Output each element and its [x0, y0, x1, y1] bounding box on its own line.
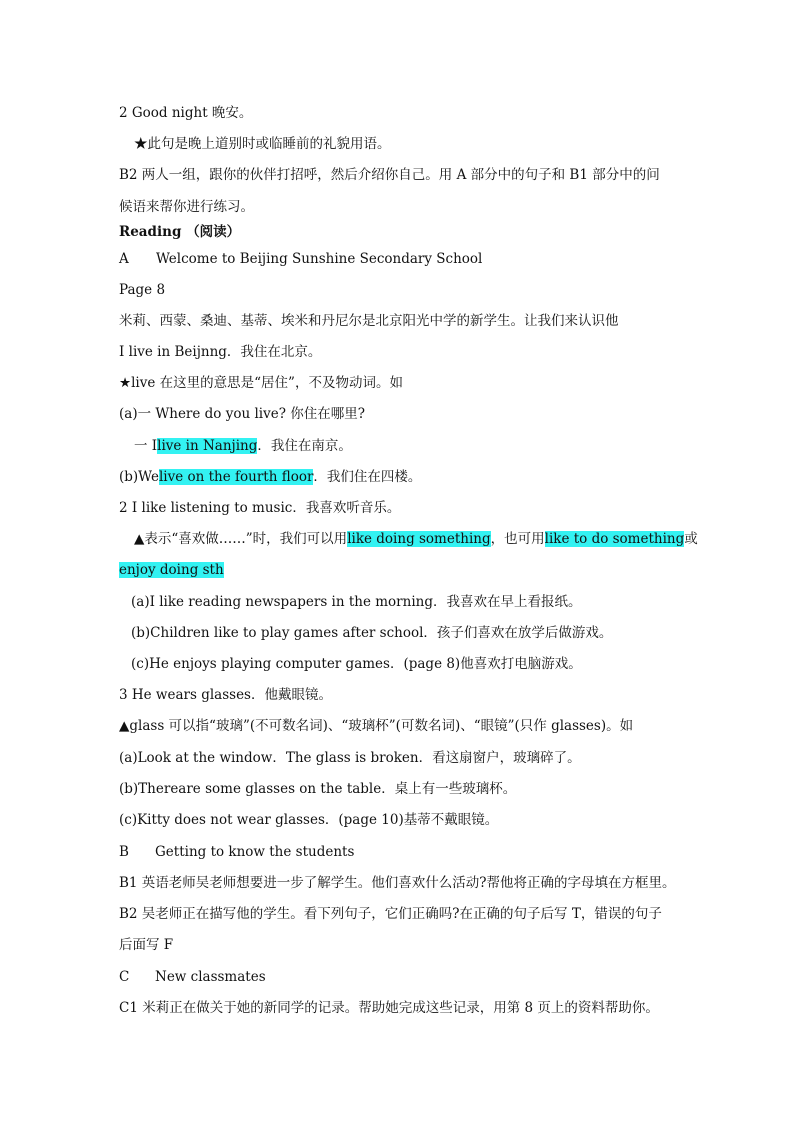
- text-line: 后面写 F: [119, 937, 174, 953]
- page-ref: Page 8: [119, 282, 166, 298]
- text-line: 2 I like listening to music．我喜欢听音乐。: [119, 500, 401, 516]
- text-line: (c)Kitty does not wear glasses．(page 10)基蒂不戴眼镜。: [119, 812, 499, 828]
- text-line: B2 吴老师正在描写他的学生。看下列句子，它们正确吗?在正确的句子后写 T，错误的句子: [119, 906, 662, 922]
- text-line: 候语来帮你进行练习。: [119, 199, 254, 215]
- section-title-a: [119, 250, 482, 268]
- highlight-text: like doing something: [347, 531, 491, 547]
- text-line: 3 He wears glasses．他戴眼镜。: [119, 687, 332, 703]
- text-run: 一 I: [134, 438, 158, 454]
- text-line: B2 两人一组，跟你的伙伴打招呼，然后介绍你自己。用 A 部分中的句子和 B1 部分中的问: [119, 167, 660, 183]
- highlight-text: live in Nanjing: [157, 438, 258, 454]
- text-line: (b)Thereare some glasses on the table．桌上有一些玻璃杯。: [119, 781, 517, 797]
- text-line: ★live 在这里的意思是“居住”，不及物动词。如: [119, 375, 403, 391]
- text-line: (a)一 Where do you live? 你住在哪里?: [119, 406, 365, 422]
- text-line: C1 米莉正在做关于她的新同学的记录。帮助她完成这些记录，用第 8 页上的资料帮助你。: [119, 1000, 659, 1016]
- text-run: ▲表示“喜欢做……”时，我们可以用: [134, 531, 348, 547]
- section-title-c: [119, 968, 266, 986]
- section-letter: B: [119, 844, 129, 860]
- section-title-text: Welcome to Beijing Sunshine Secondary School: [156, 251, 483, 267]
- text-run: (b)We: [119, 469, 159, 485]
- text-line: [134, 437, 352, 455]
- text-line: 米莉、西蒙、桑迪、基蒂、埃米和丹尼尔是北京阳光中学的新学生。让我们来认识他: [119, 313, 619, 329]
- section-title-b: [119, 843, 354, 861]
- text-line: ▲glass 可以指“玻璃”(不可数名词)、“玻璃杯”(可数名词)、“眼镜”(只作 glasses)。如: [119, 718, 634, 734]
- text-line: (b)Children like to play games after school．孩子们喜欢在放学后做游戏。: [131, 625, 613, 641]
- text-line: B1 英语老师吴老师想要进一步了解学生。他们喜欢什么活动?帮他将正确的字母填在方框里。: [119, 875, 676, 891]
- section-letter: A: [119, 251, 129, 267]
- section-title-text: Getting to know the students: [155, 844, 355, 860]
- text-run: ．我住在南京。: [257, 438, 352, 454]
- section-title-text: New classmates: [155, 969, 266, 985]
- text-line: (c)He enjoys playing computer games．(page 8)他喜欢打电脑游戏。: [131, 656, 582, 672]
- section-heading-reading: Reading （阅读）: [119, 224, 241, 240]
- highlight-text: enjoy doing sth: [119, 562, 224, 578]
- text-line: 2 Good night 晚安。: [119, 105, 253, 121]
- text-line: (a)Look at the window．The glass is broken．看这扇窗户，玻璃碎了。: [119, 750, 581, 766]
- text-line: (a)I like reading newspapers in the morning．我喜欢在早上看报纸。: [131, 594, 582, 610]
- highlight-text: live on the fourth floor: [158, 469, 314, 485]
- highlight-text: like to do something: [544, 531, 685, 547]
- text-line: [119, 561, 224, 579]
- text-line: ★此句是晚上道别时或临睡前的礼貌用语。: [134, 136, 391, 152]
- text-line: [119, 468, 421, 486]
- text-run: ，也可用: [490, 531, 545, 547]
- text-run: 或: [684, 531, 698, 547]
- text-line: I live in Beijnng．我住在北京。: [119, 344, 322, 360]
- text-line: [134, 530, 698, 548]
- section-letter: C: [119, 969, 130, 985]
- text-run: ．我们住在四楼。: [313, 469, 422, 485]
